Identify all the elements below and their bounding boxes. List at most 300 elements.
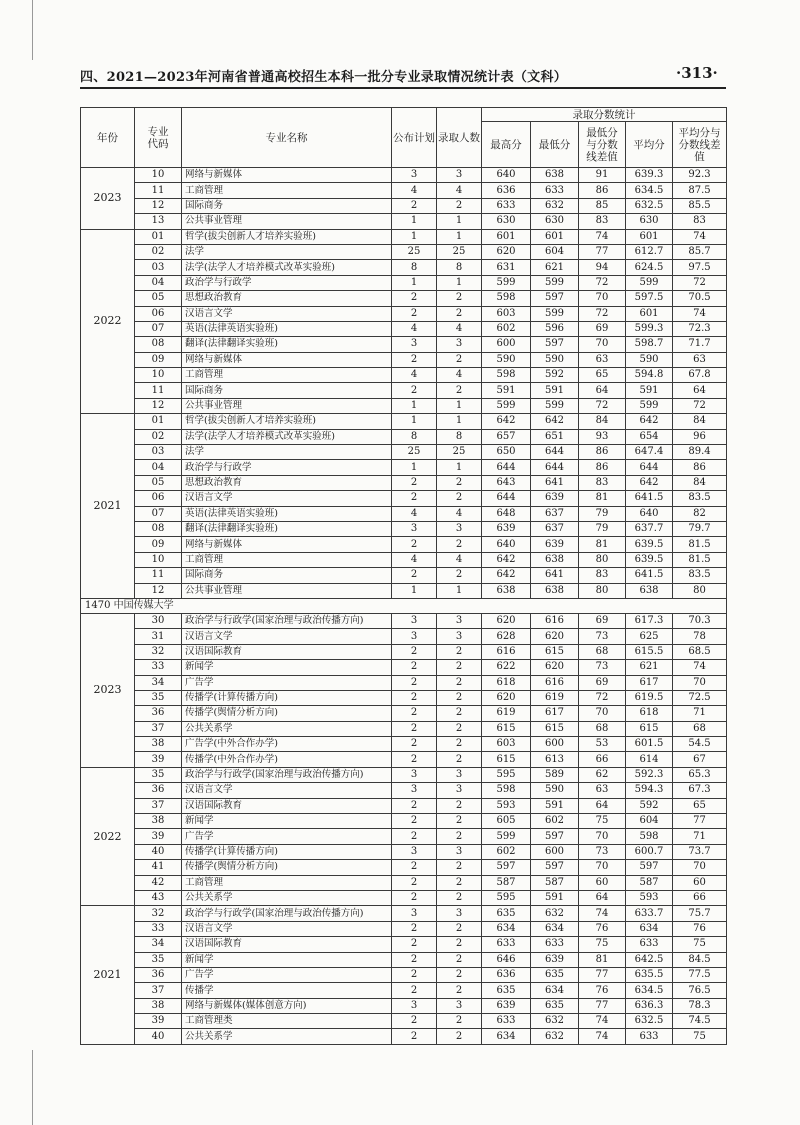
admitted-cell: 1 xyxy=(437,398,482,413)
avg-score-cell: 641.5 xyxy=(626,491,673,506)
code-cell: 36 xyxy=(135,783,182,798)
max-score-cell: 615 xyxy=(482,721,531,736)
avg-score-cell: 632.5 xyxy=(626,198,673,213)
admitted-cell: 2 xyxy=(437,752,482,767)
table-row xyxy=(81,690,727,705)
table-row xyxy=(81,260,727,275)
max-score-cell: 642 xyxy=(482,552,531,567)
avg-diff-cell: 68 xyxy=(673,721,727,736)
table-row xyxy=(81,952,727,967)
admitted-cell: 8 xyxy=(437,429,482,444)
plan-cell: 2 xyxy=(392,1029,437,1044)
major-name-cell: 翻译(法律翻译实验班) xyxy=(182,521,392,536)
avg-diff-cell: 83.5 xyxy=(673,491,727,506)
avg-diff-cell: 85.5 xyxy=(673,198,727,213)
avg-diff-cell: 85.7 xyxy=(673,244,727,259)
min-diff-cell: 70 xyxy=(579,291,626,306)
max-score-cell: 620 xyxy=(482,690,531,705)
plan-cell: 1 xyxy=(392,214,437,229)
margin-mark xyxy=(32,1050,33,1125)
major-name-cell: 网络与新媒体 xyxy=(182,168,392,183)
max-score-cell: 635 xyxy=(482,906,531,921)
min-score-cell: 632 xyxy=(531,906,579,921)
max-score-cell: 636 xyxy=(482,967,531,982)
min-score-cell: 632 xyxy=(531,1029,579,1044)
avg-diff-cell: 74 xyxy=(673,306,727,321)
code-cell: 08 xyxy=(135,337,182,352)
admitted-cell: 2 xyxy=(437,1029,482,1044)
min-score-cell: 589 xyxy=(531,767,579,782)
min-score-cell: 651 xyxy=(531,429,579,444)
plan-cell: 4 xyxy=(392,183,437,198)
min-diff-cell: 70 xyxy=(579,829,626,844)
min-diff-cell: 69 xyxy=(579,321,626,336)
code-cell: 01 xyxy=(135,414,182,429)
plan-cell: 3 xyxy=(392,521,437,536)
max-score-cell: 595 xyxy=(482,890,531,905)
admitted-cell: 2 xyxy=(437,1014,482,1029)
code-cell: 36 xyxy=(135,967,182,982)
plan-cell: 2 xyxy=(392,690,437,705)
code-cell: 09 xyxy=(135,352,182,367)
plan-cell: 2 xyxy=(392,675,437,690)
min-diff-cell: 64 xyxy=(579,890,626,905)
avg-score-cell: 638 xyxy=(626,583,673,598)
major-name-cell: 政治学与行政学(国家治理与政治传播方向) xyxy=(182,906,392,921)
admitted-cell: 2 xyxy=(437,798,482,813)
max-score-cell: 634 xyxy=(482,921,531,936)
avg-diff-cell: 97.5 xyxy=(673,260,727,275)
plan-cell: 2 xyxy=(392,952,437,967)
plan-cell: 3 xyxy=(392,629,437,644)
code-cell: 03 xyxy=(135,260,182,275)
avg-diff-cell: 65.3 xyxy=(673,767,727,782)
year-cell: 2023 xyxy=(81,613,135,767)
min-score-cell: 599 xyxy=(531,398,579,413)
min-score-cell: 616 xyxy=(531,675,579,690)
max-score-cell: 619 xyxy=(482,706,531,721)
major-name-cell: 广告学 xyxy=(182,967,392,982)
avg-score-cell: 599.3 xyxy=(626,321,673,336)
avg-score-cell: 615.5 xyxy=(626,644,673,659)
major-name-cell: 国际商务 xyxy=(182,198,392,213)
code-cell: 36 xyxy=(135,706,182,721)
avg-score-cell: 639.5 xyxy=(626,537,673,552)
max-score-cell: 598 xyxy=(482,368,531,383)
plan-cell: 1 xyxy=(392,398,437,413)
avg-diff-cell: 72 xyxy=(673,398,727,413)
plan-cell: 1 xyxy=(392,583,437,598)
avg-diff-cell: 75 xyxy=(673,937,727,952)
avg-diff-cell: 84 xyxy=(673,475,727,490)
admitted-cell: 3 xyxy=(437,783,482,798)
min-score-cell: 634 xyxy=(531,921,579,936)
table-row xyxy=(81,214,727,229)
code-cell: 12 xyxy=(135,398,182,413)
code-cell: 12 xyxy=(135,583,182,598)
code-cell: 11 xyxy=(135,383,182,398)
avg-diff-cell: 71 xyxy=(673,706,727,721)
max-score-cell: 618 xyxy=(482,675,531,690)
admitted-cell: 2 xyxy=(437,291,482,306)
avg-score-cell: 617 xyxy=(626,675,673,690)
major-name-cell: 法学 xyxy=(182,445,392,460)
admitted-cell: 2 xyxy=(437,383,482,398)
year-cell: 2021 xyxy=(81,906,135,1045)
table-row xyxy=(81,613,727,628)
avg-diff-cell: 83 xyxy=(673,214,727,229)
min-diff-cell: 77 xyxy=(579,244,626,259)
major-name-cell: 政治学与行政学(国家治理与政治传播方向) xyxy=(182,767,392,782)
plan-cell: 2 xyxy=(392,937,437,952)
admission-stats-table xyxy=(80,107,727,1045)
min-score-cell: 630 xyxy=(531,214,579,229)
code-cell: 06 xyxy=(135,491,182,506)
plan-cell: 2 xyxy=(392,737,437,752)
max-score-cell: 602 xyxy=(482,321,531,336)
min-diff-cell: 86 xyxy=(579,460,626,475)
table-row xyxy=(81,460,727,475)
admitted-cell: 2 xyxy=(437,983,482,998)
avg-diff-cell: 78 xyxy=(673,629,727,644)
max-score-cell: 636 xyxy=(482,183,531,198)
avg-diff-cell: 87.5 xyxy=(673,183,727,198)
avg-score-cell: 633 xyxy=(626,1029,673,1044)
table-row xyxy=(81,937,727,952)
major-name-cell: 新闻学 xyxy=(182,814,392,829)
avg-score-cell: 601.5 xyxy=(626,737,673,752)
avg-diff-cell: 79.7 xyxy=(673,521,727,536)
major-name-cell: 传播学 xyxy=(182,983,392,998)
major-name-cell: 国际商务 xyxy=(182,568,392,583)
min-diff-cell: 62 xyxy=(579,767,626,782)
table-row xyxy=(81,537,727,552)
min-score-cell: 637 xyxy=(531,521,579,536)
avg-diff-cell: 84 xyxy=(673,414,727,429)
avg-diff-cell: 74 xyxy=(673,660,727,675)
table-row xyxy=(81,706,727,721)
avg-score-cell: 598.7 xyxy=(626,337,673,352)
avg-score-cell: 601 xyxy=(626,229,673,244)
header-rule xyxy=(80,87,726,89)
avg-score-cell: 618 xyxy=(626,706,673,721)
table-row xyxy=(81,229,727,244)
avg-score-cell: 634 xyxy=(626,921,673,936)
max-score-cell: 601 xyxy=(482,229,531,244)
avg-diff-cell: 81.5 xyxy=(673,552,727,567)
plan-cell: 3 xyxy=(392,337,437,352)
major-name-cell: 哲学(拔尖创新人才培养实验班) xyxy=(182,414,392,429)
avg-score-cell: 633.7 xyxy=(626,906,673,921)
avg-score-cell: 625 xyxy=(626,629,673,644)
max-score-cell: 593 xyxy=(482,798,531,813)
major-name-cell: 工商管理 xyxy=(182,875,392,890)
plan-cell: 2 xyxy=(392,798,437,813)
avg-diff-cell: 67.8 xyxy=(673,368,727,383)
plan-cell: 25 xyxy=(392,244,437,259)
min-score-cell: 591 xyxy=(531,890,579,905)
max-score-cell: 603 xyxy=(482,306,531,321)
min-diff-cell: 63 xyxy=(579,352,626,367)
avg-score-cell: 635.5 xyxy=(626,967,673,982)
table-row xyxy=(81,783,727,798)
min-score-cell: 638 xyxy=(531,168,579,183)
min-score-cell: 644 xyxy=(531,445,579,460)
min-diff-cell: 74 xyxy=(579,1014,626,1029)
table-row xyxy=(81,244,727,259)
min-diff-cell: 83 xyxy=(579,475,626,490)
table-row xyxy=(81,414,727,429)
major-name-cell: 传播学(计算传播方向) xyxy=(182,690,392,705)
max-score-cell: 633 xyxy=(482,198,531,213)
code-cell: 31 xyxy=(135,629,182,644)
min-score-cell: 591 xyxy=(531,798,579,813)
major-name-cell: 公共事业管理 xyxy=(182,398,392,413)
plan-cell: 1 xyxy=(392,460,437,475)
major-name-cell: 网络与新媒体 xyxy=(182,352,392,367)
min-diff-cell: 91 xyxy=(579,168,626,183)
max-score-cell: 591 xyxy=(482,383,531,398)
plan-cell: 2 xyxy=(392,875,437,890)
min-score-cell: 635 xyxy=(531,967,579,982)
plan-cell: 1 xyxy=(392,275,437,290)
plan-cell: 2 xyxy=(392,983,437,998)
min-diff-cell: 73 xyxy=(579,660,626,675)
min-diff-cell: 60 xyxy=(579,875,626,890)
table-row xyxy=(81,491,727,506)
code-cell: 10 xyxy=(135,168,182,183)
avg-diff-cell: 74.5 xyxy=(673,1014,727,1029)
avg-score-cell: 592.3 xyxy=(626,767,673,782)
header-avg-diff: 平均分与分数线差值 xyxy=(673,122,727,168)
table-row xyxy=(81,383,727,398)
header-admitted: 录取人数 xyxy=(437,108,482,168)
table-row xyxy=(81,583,727,598)
code-cell: 03 xyxy=(135,445,182,460)
major-name-cell: 汉语言文学 xyxy=(182,629,392,644)
plan-cell: 2 xyxy=(392,890,437,905)
avg-score-cell: 642 xyxy=(626,414,673,429)
code-cell: 38 xyxy=(135,737,182,752)
table-row xyxy=(81,906,727,921)
avg-score-cell: 615 xyxy=(626,721,673,736)
code-cell: 37 xyxy=(135,798,182,813)
min-score-cell: 620 xyxy=(531,660,579,675)
major-name-cell: 汉语言文学 xyxy=(182,306,392,321)
min-diff-cell: 81 xyxy=(579,537,626,552)
admitted-cell: 2 xyxy=(437,352,482,367)
min-score-cell: 637 xyxy=(531,506,579,521)
header-year: 年份 xyxy=(81,108,135,168)
min-score-cell: 638 xyxy=(531,552,579,567)
avg-score-cell: 598 xyxy=(626,829,673,844)
avg-score-cell: 614 xyxy=(626,752,673,767)
admitted-cell: 1 xyxy=(437,414,482,429)
code-cell: 40 xyxy=(135,1029,182,1044)
avg-diff-cell: 72 xyxy=(673,275,727,290)
major-name-cell: 传播学(中外合作办学) xyxy=(182,752,392,767)
admitted-cell: 4 xyxy=(437,506,482,521)
min-score-cell: 617 xyxy=(531,706,579,721)
admitted-cell: 4 xyxy=(437,321,482,336)
min-diff-cell: 80 xyxy=(579,583,626,598)
plan-cell: 2 xyxy=(392,491,437,506)
min-score-cell: 633 xyxy=(531,937,579,952)
admitted-cell: 2 xyxy=(437,967,482,982)
table-row xyxy=(81,967,727,982)
avg-diff-cell: 71 xyxy=(673,829,727,844)
table-row xyxy=(81,921,727,936)
plan-cell: 2 xyxy=(392,568,437,583)
table-row xyxy=(81,475,727,490)
major-name-cell: 汉语国际教育 xyxy=(182,644,392,659)
plan-cell: 3 xyxy=(392,844,437,859)
plan-cell: 2 xyxy=(392,860,437,875)
code-cell: 34 xyxy=(135,937,182,952)
table-row xyxy=(81,660,727,675)
major-name-cell: 汉语言文学 xyxy=(182,491,392,506)
avg-diff-cell: 63 xyxy=(673,352,727,367)
table-row xyxy=(81,568,727,583)
min-diff-cell: 86 xyxy=(579,183,626,198)
min-diff-cell: 70 xyxy=(579,337,626,352)
min-diff-cell: 73 xyxy=(579,844,626,859)
year-cell: 2023 xyxy=(81,168,135,230)
avg-score-cell: 640 xyxy=(626,506,673,521)
table-row xyxy=(81,767,727,782)
table-row xyxy=(81,337,727,352)
major-name-cell: 工商管理 xyxy=(182,183,392,198)
max-score-cell: 635 xyxy=(482,983,531,998)
min-diff-cell: 53 xyxy=(579,737,626,752)
min-diff-cell: 83 xyxy=(579,568,626,583)
max-score-cell: 634 xyxy=(482,1029,531,1044)
min-score-cell: 592 xyxy=(531,368,579,383)
avg-diff-cell: 83.5 xyxy=(673,568,727,583)
admitted-cell: 4 xyxy=(437,552,482,567)
min-score-cell: 639 xyxy=(531,537,579,552)
min-score-cell: 615 xyxy=(531,721,579,736)
major-name-cell: 汉语国际教育 xyxy=(182,798,392,813)
major-name-cell: 广告学 xyxy=(182,829,392,844)
min-score-cell: 616 xyxy=(531,613,579,628)
min-diff-cell: 64 xyxy=(579,798,626,813)
plan-cell: 2 xyxy=(392,352,437,367)
max-score-cell: 620 xyxy=(482,244,531,259)
table-row xyxy=(81,798,727,813)
plan-cell: 2 xyxy=(392,198,437,213)
avg-score-cell: 599 xyxy=(626,398,673,413)
table-row xyxy=(81,983,727,998)
max-score-cell: 616 xyxy=(482,644,531,659)
code-cell: 39 xyxy=(135,752,182,767)
table-row xyxy=(81,291,727,306)
max-score-cell: 599 xyxy=(482,829,531,844)
max-score-cell: 597 xyxy=(482,860,531,875)
admitted-cell: 3 xyxy=(437,521,482,536)
code-cell: 43 xyxy=(135,890,182,905)
major-name-cell: 传播学(舆情分析方向) xyxy=(182,860,392,875)
admitted-cell: 2 xyxy=(437,829,482,844)
avg-score-cell: 634.5 xyxy=(626,983,673,998)
min-score-cell: 597 xyxy=(531,860,579,875)
avg-diff-cell: 80 xyxy=(673,583,727,598)
admitted-cell: 2 xyxy=(437,952,482,967)
major-name-cell: 工商管理 xyxy=(182,552,392,567)
plan-cell: 3 xyxy=(392,767,437,782)
major-name-cell: 思想政治教育 xyxy=(182,475,392,490)
code-cell: 05 xyxy=(135,291,182,306)
avg-score-cell: 599 xyxy=(626,275,673,290)
min-diff-cell: 81 xyxy=(579,491,626,506)
min-diff-cell: 74 xyxy=(579,1029,626,1044)
avg-diff-cell: 72.3 xyxy=(673,321,727,336)
max-score-cell: 622 xyxy=(482,660,531,675)
avg-diff-cell: 54.5 xyxy=(673,737,727,752)
school-name: 1470 中国传媒大学 xyxy=(81,598,727,613)
avg-diff-cell: 86 xyxy=(673,460,727,475)
table-row xyxy=(81,875,727,890)
admitted-cell: 2 xyxy=(437,737,482,752)
major-name-cell: 网络与新媒体 xyxy=(182,537,392,552)
avg-score-cell: 600.7 xyxy=(626,844,673,859)
min-diff-cell: 80 xyxy=(579,552,626,567)
max-score-cell: 587 xyxy=(482,875,531,890)
code-cell: 11 xyxy=(135,568,182,583)
min-score-cell: 641 xyxy=(531,475,579,490)
avg-diff-cell: 92.3 xyxy=(673,168,727,183)
avg-diff-cell: 84.5 xyxy=(673,952,727,967)
code-cell: 39 xyxy=(135,829,182,844)
max-score-cell: 642 xyxy=(482,414,531,429)
min-score-cell: 638 xyxy=(531,583,579,598)
min-score-cell: 642 xyxy=(531,414,579,429)
major-name-cell: 公共关系学 xyxy=(182,890,392,905)
avg-diff-cell: 67.3 xyxy=(673,783,727,798)
min-diff-cell: 66 xyxy=(579,752,626,767)
avg-diff-cell: 82 xyxy=(673,506,727,521)
major-name-cell: 汉语言文学 xyxy=(182,783,392,798)
min-score-cell: 634 xyxy=(531,983,579,998)
plan-cell: 2 xyxy=(392,829,437,844)
code-cell: 35 xyxy=(135,767,182,782)
code-cell: 39 xyxy=(135,1014,182,1029)
code-cell: 11 xyxy=(135,183,182,198)
avg-diff-cell: 70.5 xyxy=(673,291,727,306)
table-row xyxy=(81,721,727,736)
code-cell: 38 xyxy=(135,998,182,1013)
min-score-cell: 597 xyxy=(531,291,579,306)
admitted-cell: 2 xyxy=(437,706,482,721)
avg-diff-cell: 67 xyxy=(673,752,727,767)
avg-score-cell: 654 xyxy=(626,429,673,444)
code-cell: 32 xyxy=(135,644,182,659)
min-score-cell: 596 xyxy=(531,321,579,336)
code-cell: 02 xyxy=(135,244,182,259)
avg-score-cell: 641.5 xyxy=(626,568,673,583)
min-diff-cell: 74 xyxy=(579,229,626,244)
table-row xyxy=(81,644,727,659)
admitted-cell: 4 xyxy=(437,183,482,198)
min-score-cell: 599 xyxy=(531,306,579,321)
admitted-cell: 2 xyxy=(437,660,482,675)
major-name-cell: 法学(法学人才培养模式改革实验班) xyxy=(182,260,392,275)
major-name-cell: 英语(法律英语实验班) xyxy=(182,321,392,336)
avg-score-cell: 624.5 xyxy=(626,260,673,275)
code-cell: 42 xyxy=(135,875,182,890)
avg-score-cell: 642.5 xyxy=(626,952,673,967)
plan-cell: 4 xyxy=(392,552,437,567)
